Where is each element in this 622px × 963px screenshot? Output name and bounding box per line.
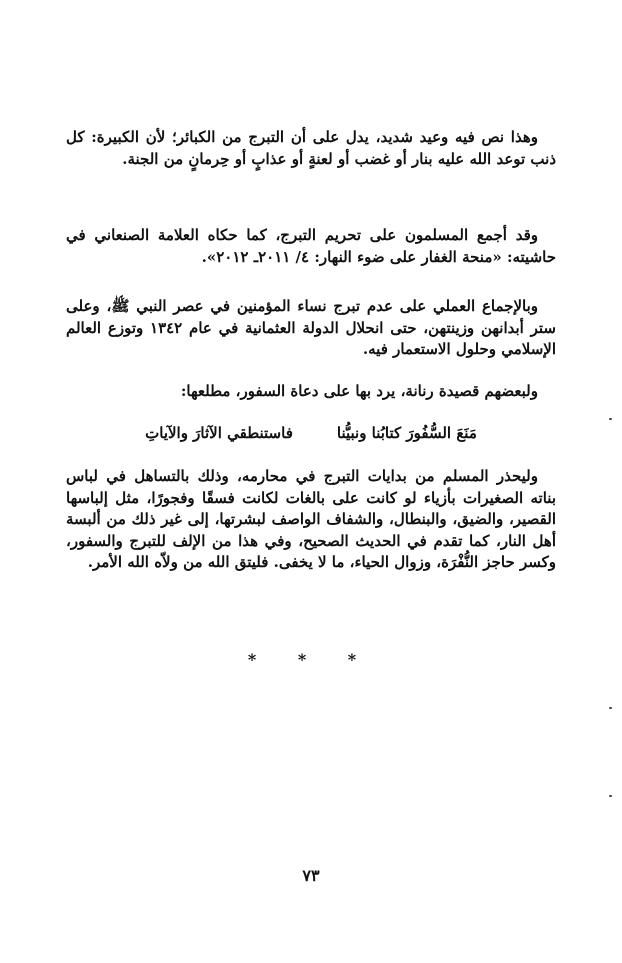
scan-speck: [609, 707, 612, 709]
section-separator: * * *: [247, 650, 375, 669]
paragraph-4: [66, 381, 556, 403]
page-number: ٧٣: [302, 866, 320, 885]
paragraph-4-text: ولبعضهم قصيدة رنانة، يرد بها على دعاة السفور، مطلعها:: [180, 382, 538, 400]
poem-hemistich-right: مَنَعَ السُّفُورَ كتابُنا ونبيُّنا: [336, 424, 477, 442]
poem-verse: [66, 424, 556, 442]
scan-speck: [609, 795, 612, 797]
poem-hemistich-left: فاستنطقي الآثارَ والآياتِ: [145, 424, 293, 442]
paragraph-3: [66, 296, 556, 361]
paragraph-2: [66, 225, 556, 268]
scan-speck: [609, 418, 612, 420]
paragraph-1: [66, 127, 556, 170]
paragraph-5-text: وليحذر المسلم من بدايات التبرج في محارمه، وذلك بالتساهل في لباس بناته الصغيرات بأزياء لو كانت على بالغات لكانت فسقًا وفجورًا، مثل إلباسها القصير، والضيق، والبنطال، والشفاف الواصف لبشرتها، إلى غير ذلك من ألبسة أهل النار، كما تقدم في الحديث الصحيح، وفي هذا من الإلف للتبرج والسفور، وكسر حاجز النُّفْرَة، وزوال الحياء، ما لا يخفى. فليتق الله من ولاّه الله الأمر.: [66, 467, 556, 571]
paragraph-2-text: وقد أجمع المسلمون على تحريم التبرج، كما حكاه العلامة الصنعاني في حاشيته: «منحة الغفار على ضوء النهار: ٤/ ٢٠١١ـ ٢٠١٢».: [66, 226, 556, 266]
paragraph-1-text: وهذا نص فيه وعيد شديد، يدل على أن التبرج من الكبائر؛ لأن الكبيرة: كل ذنب توعد الله عليه بنار أو غضب أو لعنةٍ أو عذابٍ أو حِرمانٍ من الجنة.: [66, 128, 556, 168]
paragraph-5: [66, 466, 556, 574]
paragraph-3-text: وبالإجماع العملي على عدم تبرج نساء المؤمنين في عصر النبي ﷺ، وعلى ستر أبدانهن وزينتهن، حتى انحلال الدولة العثمانية في عام ١٣٤٢ وتوزع العالم الإسلامي وحلول الاستعمار فيه.: [66, 297, 556, 358]
